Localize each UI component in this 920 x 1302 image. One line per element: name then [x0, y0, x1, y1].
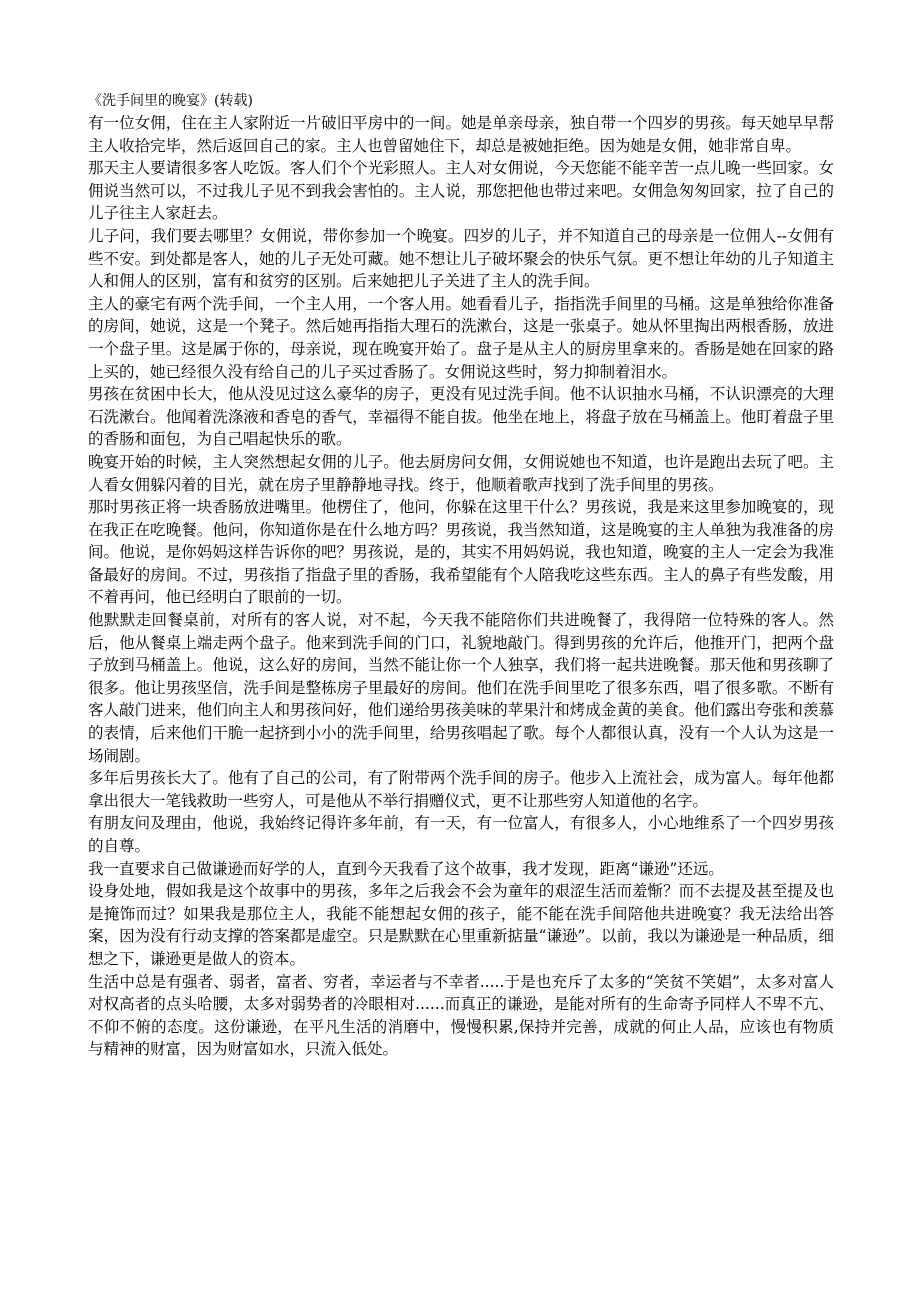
document-title: 《洗手间里的晚宴》(转载): [88, 93, 253, 109]
paragraph-11: 我一直要求自己做谦逊而好学的人，直到今天我看了这个故事，我才发现，距离“谦逊”还远。: [88, 859, 724, 878]
paragraph-12: 设身处地，假如我是这个故事中的男孩，多年之后我会不会为童年的艰涩生活而羞惭？而不去提及甚至提及也是掩饰而过？如果我是那位主人，我能不能想起女佣的孩子，能不能在洗手间陪他共进晚宴？我无法给出答案，因为没有行动支撑的答案都是虚空。只是默默在心里重新掂量“谦逊”。以前，我以为谦逊是一种品质，细想之下，谦逊更是做人的资本。: [88, 882, 834, 968]
paragraph-7: 那时男孩正将一块香肠放进嘴里。他楞住了，他问，你躲在这里干什么？男孩说，我是来这里参加晚宴的，现在我正在吃晚餐。他问，你知道你是在什么地方吗？男孩说，我当然知道，这是晚宴的主人单独为我准备的房间。他说，是你妈妈这样告诉你的吧？男孩说，是的，其实不用妈妈说，我也知道，晚宴的主人一定会为我准备最好的房间。不过，男孩指了指盘子里的香肠，我希望能有个人陪我吃这些东西。主人的鼻子有些发酸，用不着再问，他已经明白了眼前的一切。: [88, 498, 834, 607]
paragraph-1: 有一位女佣，住在主人家附近一片破旧平房中的一间。她是单亲母亲，独自带一个四岁的男孩。每天她早早帮主人收拾完毕，然后返回自己的家。主人也曾留她住下，却总是被她拒绝。因为她是女佣，她非常自卑。: [88, 114, 834, 155]
document-page: [88, 90, 834, 1061]
paragraph-6: 晚宴开始的时候，主人突然想起女佣的儿子。他去厨房问女佣，女佣说她也不知道，也许是跑出去玩了吧。主人看女佣躲闪着的目光，就在房子里静静地寻找。终于，他顺着歌声找到了洗手间里的男孩。: [88, 452, 834, 494]
paragraph-9: 多年后男孩长大了。他有了自己的公司，有了附带两个洗手间的房子。他步入上流社会，成为富人。每年他都拿出很大一笔钱救助一些穷人，可是他从不举行捐赠仪式，更不让那些穷人知道他的名字。: [88, 769, 834, 810]
paragraph-4: 主人的豪宅有两个洗手间，一个主人用，一个客人用。她看看儿子，指指洗手间里的马桶。这是单独给你准备的房间，她说，这是一个凳子。然后她再指指大理石的洗漱台，这是一张桌子。她从怀里掏出两根香肠，放进一个盘子里。这是属于你的，母亲说，现在晚宴开始了。盘子是从主人的厨房里拿来的。香肠是她在回家的路上买的，她已经很久没有给自己的儿子买过香肠了。女佣说这些时，努力抑制着泪水。: [88, 294, 834, 381]
paragraph-2: 那天主人要请很多客人吃饭。客人们个个光彩照人。主人对女佣说，今天您能不能辛苦一点儿晚一些回家。女佣说当然可以，不过我儿子见不到我会害怕的。主人说，那您把他也带过来吧。女佣急匆匆回家，拉了自己的儿子往主人家赶去。: [88, 159, 834, 223]
paragraph-5: 男孩在贫困中长大，他从没见过这么豪华的房子，更没有见过洗手间。他不认识抽水马桶，不认识漂亮的大理石洗漱台。他闻着洗涤液和香皂的香气，幸福得不能自拔。他坐在地上，将盘子放在马桶盖上。他盯着盘子里的香肠和面包，为自己唱起快乐的歌。: [88, 385, 834, 449]
paragraph-3: 儿子问，我们要去哪里？女佣说，带你参加一个晚宴。四岁的儿子，并不知道自己的母亲是一位佣人--女佣有些不安。到处都是客人，她的儿子无处可藏。她不想让儿子破坏聚会的快乐气氛。更不想让年幼的儿子知道主人和佣人的区别，富有和贫穷的区别。后来她把儿子关进了主人的洗手间。: [88, 226, 834, 291]
paragraph-8: 他默默走回餐桌前，对所有的客人说，对不起，今天我不能陪你们共进晚餐了，我得陪一位特殊的客人。然后，他从餐桌上端走两个盘子。他来到洗手间的门口，礼貌地敲门。得到男孩的允许后，他推开门，把两个盘子放到马桶盖上。他说，这么好的房间，当然不能让你一个人独享，我们将一起共进晚餐。那天他和男孩聊了很多。他让男孩坚信，洗手间是整栋房子里最好的房间。他们在洗手间里吃了很多东西，唱了很多歌。不断有客人敲门进来，他们向主人和男孩问好，他们递给男孩美味的苹果汁和烤成金黄的美食。他们露出夸张和羡慕的表情，后来他们干脆一起挤到小小的洗手间里，给男孩唱起了歌。每个人都很认真，没有一个人认为这是一场闹剧。: [88, 611, 834, 765]
paragraph-10: 有朋友问及理由，他说，我始终记得许多年前，有一天，有一位富人，有很多人，小心地维系了一个四岁男孩的自尊。: [88, 814, 834, 855]
paragraph-13: 生活中总是有强者、弱者，富者、穷者，幸运者与不幸者.....于是也充斥了太多的“笑贫不笑娼”，太多对富人对权高者的点头哈腰，太多对弱势者的冷眼相对......而真正的谦逊，是能对所有的生命寄予同样人不卑不亢、不仰不俯的态度。这份谦逊，在平凡生活的消磨中，慢慢积累,保持并完善，成就的何止人品，应该也有物质与精神的财富，因为财富如水，只流入低处。: [88, 972, 834, 1059]
